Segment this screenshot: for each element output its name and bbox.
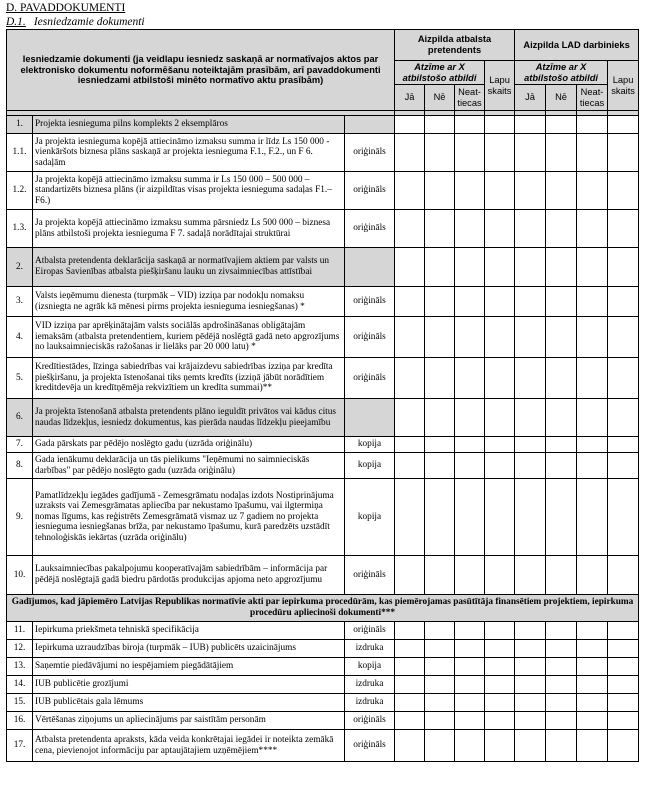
row-number: 3. [7, 287, 33, 317]
applicant-na-cell[interactable] [455, 730, 485, 762]
applicant-yes-cell[interactable] [395, 358, 425, 399]
applicant-pages-cell[interactable] [485, 453, 515, 479]
lad-yes-cell[interactable] [515, 437, 546, 453]
row-type: kopija [345, 453, 395, 479]
applicant-pages-cell[interactable] [485, 358, 515, 399]
row-type: izdruka [345, 694, 395, 712]
lad-pages-cell[interactable] [608, 712, 639, 730]
applicant-yes-cell[interactable] [395, 210, 425, 248]
row-type: oriģināls [345, 172, 395, 210]
lad-pages-cell[interactable] [608, 317, 639, 358]
lad-pages-cell[interactable] [608, 730, 639, 762]
lad-na-cell[interactable] [577, 248, 608, 287]
lad-pages-cell[interactable] [608, 622, 639, 640]
subsection-label: Iesniedzamie dokumenti [33, 16, 145, 28]
applicant-pages-cell[interactable] [485, 172, 515, 210]
row-document: Saņemtie piedāvājumi no iespējamiem piegādātājiem [33, 658, 345, 676]
applicant-no-cell[interactable] [425, 134, 455, 172]
table-row [7, 622, 639, 640]
header-lad-no: Nē [546, 85, 577, 111]
row-type [345, 248, 395, 287]
applicant-no-cell[interactable] [425, 248, 455, 287]
header-lad-pages: Lapu skaits [608, 61, 639, 111]
header-lad-na: Neat-tiecas [577, 85, 608, 111]
applicant-pages-cell[interactable] [485, 116, 515, 134]
row-document: Gada pārskats par pēdējo noslēgto gadu (uzrāda oriģinālu) [33, 437, 345, 453]
applicant-yes-cell[interactable] [395, 658, 425, 676]
table-row [7, 658, 639, 676]
applicant-na-cell[interactable] [455, 210, 485, 248]
lad-yes-cell[interactable] [515, 210, 546, 248]
row-type: kopija [345, 437, 395, 453]
header-applicant-pages: Lapu skaits [485, 61, 515, 111]
lad-pages-cell[interactable] [608, 658, 639, 676]
table-row [7, 676, 639, 694]
applicant-yes-cell[interactable] [395, 694, 425, 712]
table-row [7, 358, 639, 399]
applicant-no-cell[interactable] [425, 712, 455, 730]
lad-no-cell[interactable] [546, 116, 577, 134]
lad-na-cell[interactable] [577, 287, 608, 317]
row-type: oriģināls [345, 622, 395, 640]
lad-pages-cell[interactable] [608, 640, 639, 658]
applicant-na-cell[interactable] [455, 712, 485, 730]
lad-na-cell[interactable] [577, 453, 608, 479]
lad-yes-cell[interactable] [515, 556, 546, 595]
applicant-na-cell[interactable] [455, 248, 485, 287]
lad-pages-cell[interactable] [608, 556, 639, 595]
table-row [7, 116, 639, 134]
applicant-yes-cell[interactable] [395, 437, 425, 453]
applicant-pages-cell[interactable] [485, 676, 515, 694]
applicant-no-cell[interactable] [425, 658, 455, 676]
lad-pages-cell[interactable] [608, 437, 639, 453]
applicant-na-cell[interactable] [455, 640, 485, 658]
applicant-na-cell[interactable] [455, 676, 485, 694]
lad-na-cell[interactable] [577, 437, 608, 453]
lad-yes-cell[interactable] [515, 640, 546, 658]
applicant-yes-cell[interactable] [395, 640, 425, 658]
lad-yes-cell[interactable] [515, 479, 546, 556]
lad-no-cell[interactable] [546, 287, 577, 317]
applicant-pages-cell[interactable] [485, 479, 515, 556]
row-type: oriģināls [345, 317, 395, 358]
applicant-na-cell[interactable] [455, 116, 485, 134]
applicant-na-cell[interactable] [455, 172, 485, 210]
row-type: kopija [345, 479, 395, 556]
applicant-pages-cell[interactable] [485, 622, 515, 640]
row-number: 17. [7, 730, 33, 762]
lad-yes-cell[interactable] [515, 712, 546, 730]
lad-yes-cell[interactable] [515, 116, 546, 134]
table-row [7, 248, 639, 287]
lad-no-cell[interactable] [546, 712, 577, 730]
row-document: Projekta iesnieguma pilns komplekts 2 eksemplāros [33, 116, 345, 134]
lad-pages-cell[interactable] [608, 248, 639, 287]
header-applicant-na: Neat-tiecas [455, 85, 485, 111]
applicant-pages-cell[interactable] [485, 640, 515, 658]
lad-yes-cell[interactable] [515, 730, 546, 762]
applicant-yes-cell[interactable] [395, 399, 425, 437]
applicant-no-cell[interactable] [425, 479, 455, 556]
applicant-no-cell[interactable] [425, 358, 455, 399]
lad-na-cell[interactable] [577, 658, 608, 676]
row-type: oriģināls [345, 210, 395, 248]
lad-no-cell[interactable] [546, 248, 577, 287]
lad-na-cell[interactable] [577, 640, 608, 658]
applicant-yes-cell[interactable] [395, 622, 425, 640]
lad-na-cell[interactable] [577, 622, 608, 640]
applicant-no-cell[interactable] [425, 437, 455, 453]
row-number: 1.2. [7, 172, 33, 210]
row-number: 12. [7, 640, 33, 658]
row-number: 14. [7, 676, 33, 694]
procurement-section-title: Gadījumos, kad jāpiemēro Latvijas Republikas normatīvie akti par iepirkuma procedūrām, kas piemērojamas pasūtītāja finansētiem projektiem, iepirkuma procedūru apliecinoši dokumenti*** [7, 595, 639, 622]
lad-pages-cell[interactable] [608, 210, 639, 248]
row-number: 6. [7, 399, 33, 437]
lad-na-cell[interactable] [577, 730, 608, 762]
row-document: Ja projekta īstenošanā atbalsta pretendents plāno ieguldīt privātos vai kādus citus naudas līdzekļus, iesniedz dokumentus, kas pierāda naudas līdzekļu pieejamību [33, 399, 345, 437]
lad-pages-cell[interactable] [608, 694, 639, 712]
applicant-yes-cell[interactable] [395, 287, 425, 317]
table-row [7, 694, 639, 712]
row-document: IUB publicētie grozījumi [33, 676, 345, 694]
applicant-no-cell[interactable] [425, 399, 455, 437]
row-document: Atbalsta pretendenta deklarācija saskaņā ar normatīvajiem aktiem par valsts un Eiropas Savienības atbalsta piešķiršanu lauku un zivsaimniecības attīstībai [33, 248, 345, 287]
lad-pages-cell[interactable] [608, 399, 639, 437]
applicant-no-cell[interactable] [425, 556, 455, 595]
row-number: 11. [7, 622, 33, 640]
row-document: Ja projekta iesnieguma kopējā attiecināmo izmaksu summa ir līdz Ls 150 000 - vienkāršots biznesa plāns saskaņā ar projekta iesnieguma F.1., F.2., un F 6. sadaļām [33, 134, 345, 172]
row-document: Gada ienākumu deklarācija un tās pielikums "Ieņēmumi no saimnieciskās darbības" par pēdējo noslēgto gadu (uzrāda oriģinālu) [33, 453, 345, 479]
applicant-na-cell[interactable] [455, 358, 485, 399]
row-type: oriģināls [345, 358, 395, 399]
row-number: 8. [7, 453, 33, 479]
applicant-pages-cell[interactable] [485, 248, 515, 287]
applicant-no-cell[interactable] [425, 694, 455, 712]
row-document: Iepirkuma uzraudzības biroja (turpmāk – IUB) publicēts uzaicinājums [33, 640, 345, 658]
lad-no-cell[interactable] [546, 399, 577, 437]
table-row [7, 640, 639, 658]
lad-no-cell[interactable] [546, 317, 577, 358]
lad-na-cell[interactable] [577, 358, 608, 399]
applicant-pages-cell[interactable] [485, 712, 515, 730]
header-applicant-mark: Atzīme ar X atbilstošo atbildi [395, 61, 485, 85]
table-row [7, 437, 639, 453]
lad-na-cell[interactable] [577, 172, 608, 210]
header-lad-yes: Jā [515, 85, 546, 111]
applicant-no-cell[interactable] [425, 676, 455, 694]
row-document: Lauksaimniecības pakalpojumu kooperatīvajām sabiedrībām – informācija par pēdējā noslēgtajā gadā biedru pārdotās produkcijas apjoma neto apgrozījumu [33, 556, 345, 595]
table-row [7, 730, 639, 762]
table-row [7, 317, 639, 358]
applicant-yes-cell[interactable] [395, 730, 425, 762]
table-row [7, 172, 639, 210]
row-number: 1.1. [7, 134, 33, 172]
lad-pages-cell[interactable] [608, 479, 639, 556]
section-row [7, 595, 639, 622]
lad-pages-cell[interactable] [608, 116, 639, 134]
applicant-yes-cell[interactable] [395, 556, 425, 595]
applicant-no-cell[interactable] [425, 172, 455, 210]
lad-na-cell[interactable] [577, 676, 608, 694]
lad-no-cell[interactable] [546, 358, 577, 399]
applicant-na-cell[interactable] [455, 453, 485, 479]
table-row [7, 287, 639, 317]
row-type: oriģināls [345, 712, 395, 730]
lad-no-cell[interactable] [546, 437, 577, 453]
table-row [7, 712, 639, 730]
lad-na-cell[interactable] [577, 317, 608, 358]
row-document: Valsts ieņēmumu dienesta (turpmāk – VID) izziņa par nodokļu nomaksu (izsniegta ne agrāk kā mēnesi pirms projekta iesnieguma iesniegšanas) * [33, 287, 345, 317]
table-row [7, 399, 639, 437]
header-applicant-yes: Jā [395, 85, 425, 111]
lad-yes-cell[interactable] [515, 287, 546, 317]
applicant-yes-cell[interactable] [395, 676, 425, 694]
lad-na-cell[interactable] [577, 712, 608, 730]
table-row [7, 453, 639, 479]
applicant-na-cell[interactable] [455, 556, 485, 595]
row-type: izdruka [345, 640, 395, 658]
section-title: D. PAVADDOKUMENTI [6, 2, 126, 14]
applicant-na-cell[interactable] [455, 287, 485, 317]
applicant-pages-cell[interactable] [485, 437, 515, 453]
row-document: Iepirkuma priekšmeta tehniskā specifikācija [33, 622, 345, 640]
row-document: Kredītiestādes, līzinga sabiedrības vai krājaizdevu sabiedrības izziņa par kredīta piešķiršanu, ja projekta īstenošanai tiks ņemts kredīts (izziņā jābūt norādītiem kreditdevēja un kredītņēmēja rekvizītiem un kredīta summai)** [33, 358, 345, 399]
row-document: Ja projekta kopējā attiecināmo izmaksu summa pārsniedz Ls 500 000 – biznesa plāns atbilstoši projekta iesnieguma F 7. sadaļā norādītajai struktūrai [33, 210, 345, 248]
row-number: 15. [7, 694, 33, 712]
applicant-na-cell[interactable] [455, 694, 485, 712]
applicant-na-cell[interactable] [455, 399, 485, 437]
lad-no-cell[interactable] [546, 730, 577, 762]
row-number: 10. [7, 556, 33, 595]
row-number: 5. [7, 358, 33, 399]
applicant-yes-cell[interactable] [395, 479, 425, 556]
row-type [345, 116, 395, 134]
lad-yes-cell[interactable] [515, 248, 546, 287]
lad-yes-cell[interactable] [515, 172, 546, 210]
lad-no-cell[interactable] [546, 479, 577, 556]
row-type: kopija [345, 658, 395, 676]
lad-yes-cell[interactable] [515, 658, 546, 676]
lad-pages-cell[interactable] [608, 676, 639, 694]
row-document: IUB publicētais gala lēmums [33, 694, 345, 712]
lad-no-cell[interactable] [546, 622, 577, 640]
table-row [7, 134, 639, 172]
lad-yes-cell[interactable] [515, 358, 546, 399]
lad-na-cell[interactable] [577, 479, 608, 556]
lad-pages-cell[interactable] [608, 172, 639, 210]
lad-no-cell[interactable] [546, 134, 577, 172]
lad-pages-cell[interactable] [608, 134, 639, 172]
lad-na-cell[interactable] [577, 399, 608, 437]
header-lad-mark: Atzīme ar X atbilstošo atbildi [515, 61, 608, 85]
applicant-no-cell[interactable] [425, 730, 455, 762]
header-main: Iesniedzamie dokumenti (ja veidlapu iesniedz saskaņā ar normatīvajos aktos par elektronisko dokumentu noformēšanu noteiktajām prasībām, arī pavaddokumenti iesniedzami atbilstoši minēto normatīvo aktu prasībām) [7, 30, 395, 111]
table-row [7, 556, 639, 595]
applicant-na-cell[interactable] [455, 134, 485, 172]
lad-pages-cell[interactable] [608, 453, 639, 479]
lad-no-cell[interactable] [546, 210, 577, 248]
lad-yes-cell[interactable] [515, 134, 546, 172]
lad-no-cell[interactable] [546, 694, 577, 712]
table-row [7, 210, 639, 248]
applicant-yes-cell[interactable] [395, 317, 425, 358]
applicant-pages-cell[interactable] [485, 556, 515, 595]
applicant-no-cell[interactable] [425, 210, 455, 248]
applicant-na-cell[interactable] [455, 317, 485, 358]
lad-yes-cell[interactable] [515, 622, 546, 640]
lad-no-cell[interactable] [546, 676, 577, 694]
applicant-yes-cell[interactable] [395, 134, 425, 172]
lad-yes-cell[interactable] [515, 694, 546, 712]
lad-na-cell[interactable] [577, 116, 608, 134]
row-type [345, 399, 395, 437]
row-document: Ja projekta kopējā attiecināmo izmaksu summa ir Ls 150 000 – 500 000 – standartizēts biznesa plāns (ir aizpildītas visas projekta iesnieguma sadaļas F1.–F6.) [33, 172, 345, 210]
table-row [7, 479, 639, 556]
row-type: oriģināls [345, 730, 395, 762]
subsection-number: D.1. [6, 16, 26, 28]
applicant-na-cell[interactable] [455, 622, 485, 640]
applicant-na-cell[interactable] [455, 658, 485, 676]
applicant-yes-cell[interactable] [395, 453, 425, 479]
row-number: 13. [7, 658, 33, 676]
lad-yes-cell[interactable] [515, 399, 546, 437]
row-number: 7. [7, 437, 33, 453]
applicant-pages-cell[interactable] [485, 658, 515, 676]
applicant-na-cell[interactable] [455, 437, 485, 453]
row-number: 9. [7, 479, 33, 556]
lad-no-cell[interactable] [546, 658, 577, 676]
applicant-pages-cell[interactable] [485, 287, 515, 317]
applicant-no-cell[interactable] [425, 640, 455, 658]
lad-na-cell[interactable] [577, 134, 608, 172]
row-type: oriģināls [345, 134, 395, 172]
row-number: 1. [7, 116, 33, 134]
lad-no-cell[interactable] [546, 640, 577, 658]
row-number: 16. [7, 712, 33, 730]
lad-na-cell[interactable] [577, 556, 608, 595]
documents-table [6, 29, 639, 762]
applicant-pages-cell[interactable] [485, 399, 515, 437]
applicant-pages-cell[interactable] [485, 317, 515, 358]
row-number: 4. [7, 317, 33, 358]
row-document: Atbalsta pretendenta apraksts, kāda veida konkrētajai iegādei ir noteikta zemākā cena, pievienojot informāciju par aptaujātajiem uzņēmējiem**** [33, 730, 345, 762]
row-document: VID izziņa par aprēķinātajām valsts sociālās apdrošināšanas obligātajām iemaksām (atbalsta pretendentiem, kuriem pēdējā noslēgtā gadā neto apgrozījums no lauksaimnieciskās ražošanas ir lielāks par 20 000 latu) * [33, 317, 345, 358]
applicant-yes-cell[interactable] [395, 712, 425, 730]
lad-pages-cell[interactable] [608, 358, 639, 399]
applicant-yes-cell[interactable] [395, 172, 425, 210]
row-type: oriģināls [345, 556, 395, 595]
applicant-pages-cell[interactable] [485, 730, 515, 762]
applicant-yes-cell[interactable] [395, 116, 425, 134]
applicant-no-cell[interactable] [425, 116, 455, 134]
header-applicant-no: Nē [425, 85, 455, 111]
lad-no-cell[interactable] [546, 172, 577, 210]
header-lad: Aizpilda LAD darbinieks [515, 30, 639, 61]
row-document: Vērtēšanas ziņojums un apliecinājums par saistītām personām [33, 712, 345, 730]
lad-yes-cell[interactable] [515, 317, 546, 358]
applicant-no-cell[interactable] [425, 317, 455, 358]
row-type: oriģināls [345, 287, 395, 317]
lad-na-cell[interactable] [577, 210, 608, 248]
lad-yes-cell[interactable] [515, 676, 546, 694]
applicant-no-cell[interactable] [425, 622, 455, 640]
row-number: 2. [7, 248, 33, 287]
applicant-pages-cell[interactable] [485, 694, 515, 712]
applicant-no-cell[interactable] [425, 287, 455, 317]
lad-no-cell[interactable] [546, 556, 577, 595]
applicant-pages-cell[interactable] [485, 134, 515, 172]
subsection-title [6, 15, 639, 29]
applicant-na-cell[interactable] [455, 479, 485, 556]
lad-no-cell[interactable] [546, 453, 577, 479]
lad-na-cell[interactable] [577, 694, 608, 712]
header-applicant: Aizpilda atbalsta pretendents [395, 30, 515, 61]
applicant-pages-cell[interactable] [485, 210, 515, 248]
lad-pages-cell[interactable] [608, 287, 639, 317]
applicant-no-cell[interactable] [425, 453, 455, 479]
row-document: Pamatlīdzekļu iegādes gadījumā - Zemesgrāmatu nodaļas izdots Nostiprinājuma uzraksts vai Zemesgrāmatas apliecība par nekustamo īpašumu, vai ilgtermiņa nomas līgums, kas reģistrēts Zemesgrāmatā vismaz uz 7 gadiem no projekta iesnieguma iesniegšanas brīža, par nekustamo īpašumu, kurā paredzēts uzstādīt tehnoloģiskās iekārtas (uzrāda oriģinālu) [33, 479, 345, 556]
row-type: izdruka [345, 676, 395, 694]
row-number: 1.3. [7, 210, 33, 248]
lad-yes-cell[interactable] [515, 453, 546, 479]
applicant-yes-cell[interactable] [395, 248, 425, 287]
